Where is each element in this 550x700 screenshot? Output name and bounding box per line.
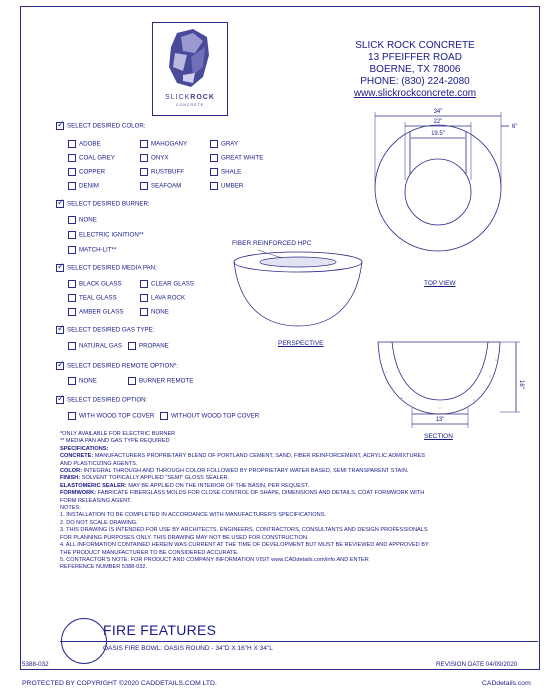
dim-16: 16" bbox=[518, 380, 524, 389]
burner-section-header: ✓SELECT DESIRED BURNER: bbox=[56, 200, 150, 208]
title-divider bbox=[60, 641, 538, 642]
svg-text:CONCRETE: CONCRETE bbox=[175, 103, 205, 107]
option-burner-remote[interactable]: BURNER REMOTE bbox=[128, 377, 193, 385]
media-section-header: ✓SELECT DESIRED MEDIA PAN: bbox=[56, 264, 157, 272]
option-copper[interactable]: COPPER bbox=[68, 168, 105, 176]
option-burner-none[interactable]: NONE bbox=[68, 216, 97, 224]
remote-section-header: ✓SELECT DESIRED REMOTE OPTION*: bbox=[56, 362, 178, 370]
option-seafoam[interactable]: SEAFOAM bbox=[140, 182, 181, 190]
option-mahogany[interactable]: MAHOGANY bbox=[140, 140, 187, 148]
copyright: PROTECTED BY COPYRIGHT ©2020 CADDETAILS.COM LTD. bbox=[22, 680, 217, 687]
option-section-header: ✓SELECT DESIRED OPTION: bbox=[56, 396, 147, 404]
company-name: SLICK ROCK CONCRETE bbox=[355, 40, 475, 51]
subtitle: OASIS FIRE BOWL: OASIS ROUND - 34"D X 16"H X 34"L bbox=[103, 645, 273, 652]
option-amber-glass[interactable]: AMBER GLASS bbox=[68, 308, 123, 316]
gas-section-header: ✓SELECT DESIRED GAS TYPE: bbox=[56, 326, 154, 334]
revision-date: REVISION DATE 04/09/2020 bbox=[436, 661, 518, 668]
color-section-label: SELECT DESIRED COLOR: bbox=[67, 122, 146, 130]
option-umber[interactable]: UMBER bbox=[210, 182, 243, 190]
option-lava-rock[interactable]: LAVA ROCK bbox=[140, 294, 185, 302]
footnote-2: ** MEDIA PAN AND GAS TYPE REQUIRED bbox=[60, 438, 170, 445]
company-phone: PHONE: (830) 224-2080 bbox=[360, 76, 470, 87]
spec-color: COLOR: INTEGRAL THROUGH AND THROUGH COLOR FOLLOWED BY PROPRIETARY WATER BASED, SEMI TRANSPARENT STAIN. bbox=[60, 468, 409, 475]
section-label: SECTION bbox=[424, 433, 453, 440]
spec-heading: SPECIFICATIONS: bbox=[60, 445, 109, 452]
note-5b: REFERENCE NUMBER 5388-032. bbox=[60, 564, 148, 571]
note-3: 3. THIS DRAWING IS INTENDED FOR USE BY ARCHITECTS, ENGINEERS, CONTRACTORS, CONSULTANTS AND DESIGN PROFESSIONALS bbox=[60, 527, 428, 534]
spec-concrete-2: AND PLASTICIZING AGENTS. bbox=[60, 460, 138, 467]
option-electric-ignition[interactable]: ELECTRIC IGNITION** bbox=[68, 231, 144, 239]
option-with-wood-top-cover[interactable]: WITH WOOD TOP COVER bbox=[68, 412, 154, 420]
fiber-label: FIBER REINFORCED HPC bbox=[232, 240, 312, 247]
spec-finish: FINISH: SOLVENT TOPICALLY APPLIED "SEMI" GLOSS SEALER. bbox=[60, 475, 230, 482]
option-without-wood-top-cover[interactable]: WITHOUT WOOD TOP COVER bbox=[160, 412, 259, 420]
option-propane[interactable]: PROPANE bbox=[128, 342, 169, 350]
option-rustbuff[interactable]: RUSTBUFF bbox=[140, 168, 184, 176]
spec-elastomeric: ELASTOMERIC SEALER: MAY BE APPLIED ON THE INTERIOR OF THE BASIN, PER REQUEST. bbox=[60, 482, 310, 489]
option-match-lit[interactable]: MATCH-LIT** bbox=[68, 246, 116, 254]
company-address1: 13 PFEIFFER ROAD bbox=[368, 52, 462, 63]
dim-34: 34" bbox=[433, 109, 443, 115]
spec-concrete: CONCRETE: MANUFACTURERS PROPRIETARY BLEND OF PORTLAND CEMENT, SAND, FIBER REINFORCEMENT, ACRYLIC ADMIXTURES bbox=[60, 453, 426, 460]
note-1: 1. INSTALLATION TO BE COMPLETED IN ACCORDANCE WITH MANUFACTURER'S SPECIFICATIONS. bbox=[60, 512, 326, 519]
reference-number: 5388-032 bbox=[22, 661, 49, 668]
company-website[interactable]: www.slickrockconcrete.com bbox=[353, 88, 477, 99]
note-2: 2. DO NOT SCALE DRAWING. bbox=[60, 519, 138, 526]
svg-text:SLICKROCK: SLICKROCK bbox=[165, 94, 215, 101]
option-natural-gas[interactable]: NATURAL GAS bbox=[68, 342, 122, 350]
perspective-label: PERSPECTIVE bbox=[278, 340, 324, 347]
dim-6: 6" bbox=[512, 124, 518, 130]
dim-19-5: 19.5" bbox=[431, 131, 445, 137]
dim-22: 22" bbox=[433, 119, 443, 125]
option-great-white[interactable]: GREAT WHITE bbox=[210, 154, 263, 162]
note-5: 5. CONTRACTOR'S NOTE: FOR PRODUCT AND COMPANY INFORMATION VISIT www.CADdetails.com/info AND ENTER bbox=[60, 556, 369, 563]
note-3b: FOR PLANNING PURPOSES ONLY. THIS DRAWING MAY NOT BE USED FOR CONSTRUCTION. bbox=[60, 534, 309, 541]
option-onyx[interactable]: ONYX bbox=[140, 154, 169, 162]
option-teal-glass[interactable]: TEAL GLASS bbox=[68, 294, 117, 302]
option-black-glass[interactable]: BLACK GLASS bbox=[68, 280, 122, 288]
spec-formwork-2: FORM RELEASING AGENT. bbox=[60, 497, 132, 504]
option-denim[interactable]: DENIM bbox=[68, 182, 99, 190]
spec-formwork: FORMWORK: FABRICATE FIBERGLASS MOLDS FOR CLOSE CONTROL OF SHAPE, DIMENSIONS AND DETAILS. COAT FORMWORK WITH bbox=[60, 490, 425, 497]
notes-heading: NOTES: bbox=[60, 505, 81, 512]
option-clear-glass[interactable]: CLEAR GLASS bbox=[140, 280, 194, 288]
option-adobe[interactable]: ADOBE bbox=[68, 140, 101, 148]
option-coal-grey[interactable]: COAL GREY bbox=[68, 154, 115, 162]
company-address2: BOERNE, TX 78006 bbox=[369, 64, 461, 75]
option-shale[interactable]: SHALE bbox=[210, 168, 241, 176]
option-remote-none[interactable]: NONE bbox=[68, 377, 97, 385]
notes-block bbox=[60, 431, 490, 572]
caddetails-link[interactable]: CADdetails.com bbox=[482, 680, 531, 687]
note-4b: THE PRODUCT MANUFACTURER TO BE CONSIDERED ACCURATE. bbox=[60, 549, 239, 556]
dim-13: 13" bbox=[435, 417, 445, 423]
option-media-none[interactable]: NONE bbox=[140, 308, 169, 316]
title: FIRE FEATURES bbox=[103, 622, 217, 638]
top-view-label: TOP VIEW bbox=[424, 280, 456, 287]
footnote-1: *ONLY AVAILABLE FOR ELECTRIC BURNER bbox=[60, 431, 176, 437]
option-gray[interactable]: GRAY bbox=[210, 140, 238, 148]
note-4: 4. ALL INFORMATION CONTAINED HEREIN WAS CURRENT AT THE TIME OF DEVELOPMENT BUT MUST BE REVIEWED AND APPROVED BY bbox=[60, 542, 429, 549]
